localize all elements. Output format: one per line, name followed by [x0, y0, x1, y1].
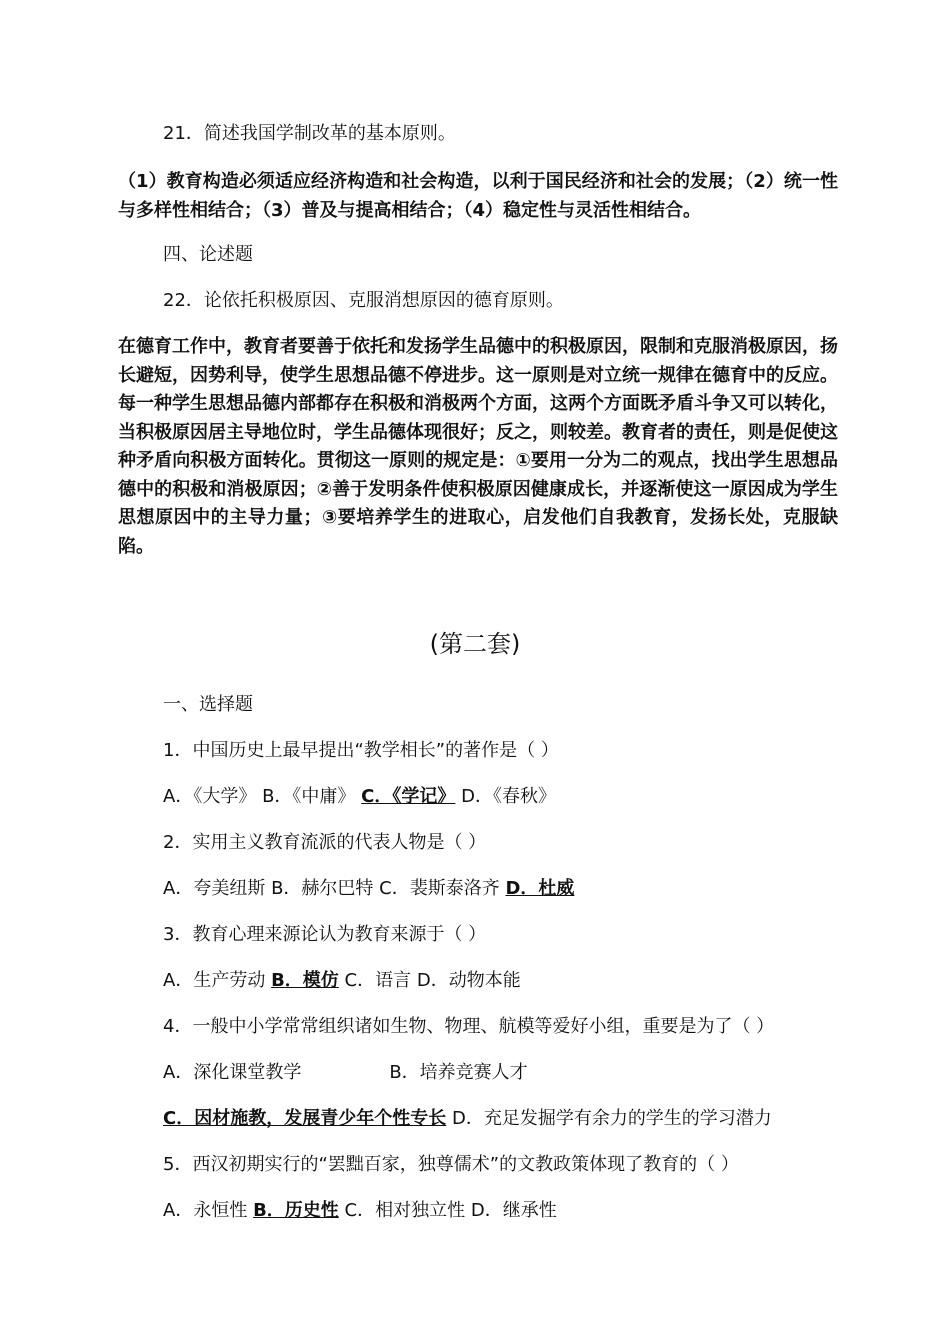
answer-22: 在德育工作中，教育者要善于依托和发扬学生品德中的积极原因，限制和克服消极原因，扬长避短，因势利导，使学生思想品德不停进步。这一原则是对立统一规律在德育中的反应。每一种学生思想品德内部都存在积极和消极两个方面，这两个方面既矛盾斗争又可以转化，当积极原因居主导地位时，学生品德体现很好；反之，则较差。教育者的责任，则是促使这种矛盾向积极方面转化。贯彻这一原则的规定是：①要用一分为二的观点，找出学生思想品德中的积极和消极原因；②善于发明条件使积极原因健康成长，并逐渐使这一原因成为学生思想原因中的主导力量；③要培养学生的进取心，启发他们自我教育，发扬长处，克服缺陷。: [118, 336, 838, 557]
options-q4-row2: [163, 1107, 772, 1131]
option-c: C．相对独立性: [344, 1200, 466, 1221]
option-a: A．生产劳动: [163, 970, 266, 991]
option-a: A．永恒性: [163, 1200, 248, 1221]
option-a: A．夸美纽斯: [163, 878, 266, 899]
set-two-title: (第二套): [429, 630, 521, 658]
option-b: B．赫尔巴特: [271, 878, 374, 899]
answer-21: （1）教育构造必须适应经济构造和社会构造，以利于国民经济和社会的发展；（2）统一性与多样性相结合；（3）普及与提高相结合；（4）稳定性与灵活性相结合。: [118, 171, 838, 221]
option-a: A．《大学》: [163, 786, 257, 807]
option-d-answer: D．杜威: [505, 878, 575, 899]
option-b: B．《中庸》: [262, 786, 356, 807]
section-heading-choice: 一、选择题: [163, 694, 253, 715]
option-c: C．裴斯泰洛齐: [379, 878, 500, 899]
question-1: 1．中国历史上最早提出“教学相长”的著作是（ ）: [163, 740, 559, 761]
option-d: D．《春秋》: [461, 786, 556, 807]
option-d: D．继承性: [470, 1200, 557, 1221]
options-q1: [163, 785, 556, 809]
option-d: D．动物本能: [416, 970, 521, 991]
option-b: B．培养竞赛人才: [389, 1062, 528, 1083]
option-c-answer: C．《学记》: [361, 786, 456, 807]
option-c: C．语言: [344, 970, 412, 991]
options-q3: [163, 969, 521, 993]
option-b-answer: B．模仿: [271, 970, 339, 991]
option-a: A．深化课堂教学: [163, 1062, 302, 1083]
options-q2: [163, 877, 574, 901]
question-21: 21．简述我国学制改革的基本原则。: [163, 123, 456, 144]
question-22: 22．论依托积极原因、克服消想原因的德育原则。: [163, 290, 564, 311]
question-5: 5．西汉初期实行的“罢黜百家，独尊儒术”的文教政策体现了教育的（ ）: [163, 1154, 739, 1175]
question-3: 3．教育心理来源论认为教育来源于（ ）: [163, 924, 487, 945]
option-c-answer: C．因材施教，发展青少年个性专长: [163, 1108, 447, 1129]
question-2: 2．实用主义教育流派的代表人物是（ ）: [163, 832, 487, 853]
option-b-answer: B．历史性: [253, 1200, 339, 1221]
option-d: D．充足发掘学有余力的学生的学习潜力: [451, 1108, 772, 1129]
section-heading-essay: 四、论述题: [163, 244, 253, 265]
options-q4-row1: [163, 1061, 528, 1085]
question-4: 4．一般中小学常常组织诸如生物、物理、航模等爱好小组，重要是为了（ ）: [163, 1016, 775, 1037]
options-q5: [163, 1199, 557, 1223]
